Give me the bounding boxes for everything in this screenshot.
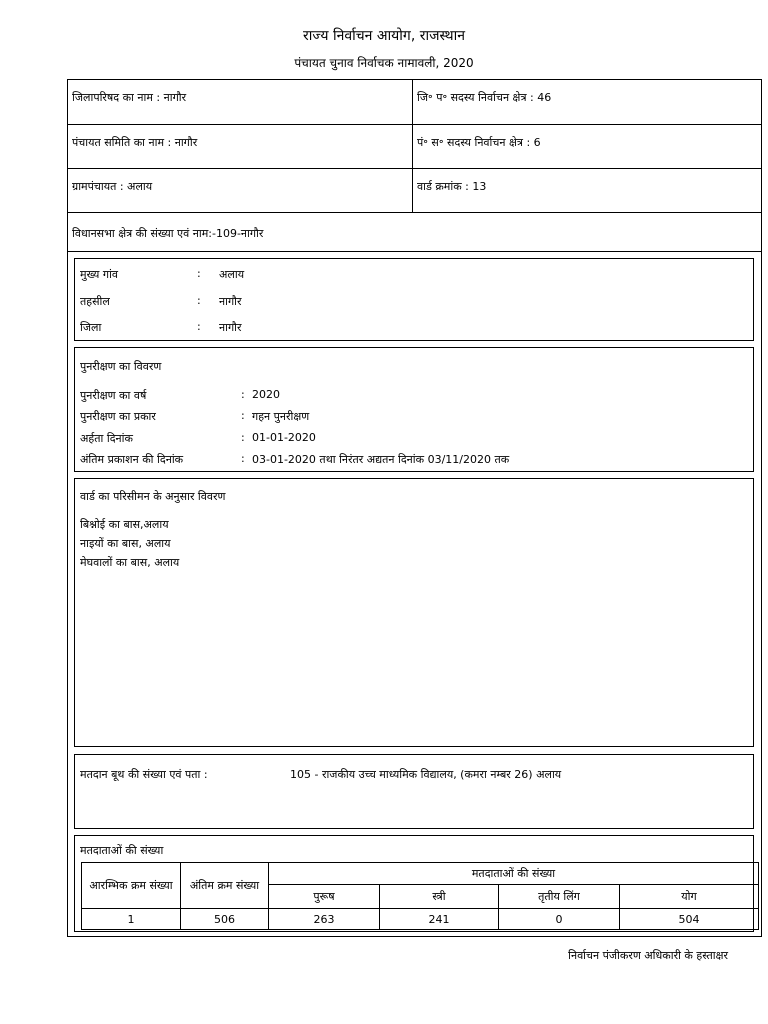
colon: : (197, 294, 201, 307)
vidhansabha-constituency: विधानसभा क्षेत्र की संख्या एवं नाम:-109-नागौर (72, 227, 264, 240)
polling-booth-box (74, 754, 754, 829)
ps-constituency: पं॰ स॰ सदस्य निर्वाचन क्षेत्र : 6 (417, 136, 541, 149)
location-label: जिला (80, 321, 102, 334)
col-total-header: योग (620, 885, 759, 909)
row-panchayat-samiti (68, 125, 761, 169)
booth-address: 105 - राजकीय उच्च माध्यमिक विद्यालय, (कमरा नम्बर 26) अलाय (290, 768, 562, 781)
end-serial: 506 (181, 909, 269, 930)
voter-group-header: मतदाताओं की संख्या (269, 863, 759, 885)
page-subtitle: पंचायत चुनाव निर्वाचक नामावली, 2020 (294, 56, 474, 70)
male-count: 263 (269, 909, 380, 930)
ward-area-line: मेघवालों का बास, अलाय (80, 556, 180, 569)
revision-title: पुनरीक्षण का विवरण (80, 360, 162, 373)
location-label: तहसील (80, 295, 110, 308)
panchayat-samiti-name: पंचायत समिति का नाम : नागौर (72, 136, 198, 149)
colon: : (241, 431, 245, 444)
col-end-header (181, 863, 269, 909)
revision-label: अर्हता दिनांक (80, 432, 133, 445)
revision-value: 01-01-2020 (252, 431, 316, 444)
voter-count-box (74, 835, 754, 932)
column-divider (412, 80, 413, 213)
col-end-header-text: अंतिम क्रम संख्या (189, 879, 260, 892)
third-gender-count: 0 (499, 909, 620, 930)
ward-delimitation-box (74, 478, 754, 747)
gram-panchayat-name: ग्रामपंचायत : अलाय (72, 180, 153, 193)
col-start-header (82, 863, 181, 909)
colon: : (197, 320, 201, 333)
col-female-header: स्त्री (380, 885, 499, 909)
colon: : (241, 388, 245, 401)
start-serial: 1 (82, 909, 181, 930)
total-count: 504 (620, 909, 759, 930)
colon: : (197, 267, 201, 280)
voter-count-table (81, 862, 759, 930)
row-gram-panchayat (68, 169, 761, 213)
female-count: 241 (380, 909, 499, 930)
col-start-header-text: आरम्भिक क्रम संख्या (89, 879, 173, 892)
revision-value: 03-01-2020 तथा निरंतर अद्यतन दिनांक 03/11/2020 तक (252, 453, 510, 466)
row-zila-parishad (68, 80, 761, 125)
ward-number: वार्ड क्रमांक : 13 (417, 180, 487, 193)
revision-value: गहन पुनरीक्षण (252, 410, 310, 423)
revision-label: पुनरीक्षण का वर्ष (80, 389, 147, 402)
ward-area-line: नाइयों का बास, अलाय (80, 537, 171, 550)
location-label: मुख्य गांव (80, 268, 119, 281)
page-title: राज्य निर्वाचन आयोग, राजस्थान (303, 28, 465, 44)
zp-constituency: जि॰ प॰ सदस्य निर्वाचन क्षेत्र : 46 (417, 91, 552, 104)
booth-label: मतदान बूथ की संख्या एवं पता : (80, 768, 208, 781)
zila-parishad-name: जिलापरिषद का नाम : नागौर (72, 91, 187, 104)
location-value: अलाय (219, 268, 245, 281)
roll-form (67, 79, 762, 937)
location-value: नागौर (219, 295, 242, 308)
voter-count-title: मतदाताओं की संख्या (80, 844, 164, 857)
location-box (74, 258, 754, 341)
revision-label: अंतिम प्रकाशन की दिनांक (80, 453, 184, 466)
row-vidhansabha (68, 213, 761, 252)
ward-details-title: वार्ड का परिसीमन के अनुसार विवरण (80, 490, 226, 503)
location-value: नागौर (219, 321, 242, 334)
registration-officer-signature: निर्वाचन पंजीकरण अधिकारी के हस्ताक्षर (568, 949, 728, 962)
col-third-gender-header: तृतीय लिंग (499, 885, 620, 909)
revision-box (74, 347, 754, 472)
colon: : (241, 452, 245, 465)
revision-label: पुनरीक्षण का प्रकार (80, 410, 156, 423)
col-male-header: पुरूष (269, 885, 380, 909)
colon: : (241, 409, 245, 422)
ward-area-line: बिश्नोई का बास,अलाय (80, 518, 169, 531)
revision-value: 2020 (252, 388, 280, 401)
